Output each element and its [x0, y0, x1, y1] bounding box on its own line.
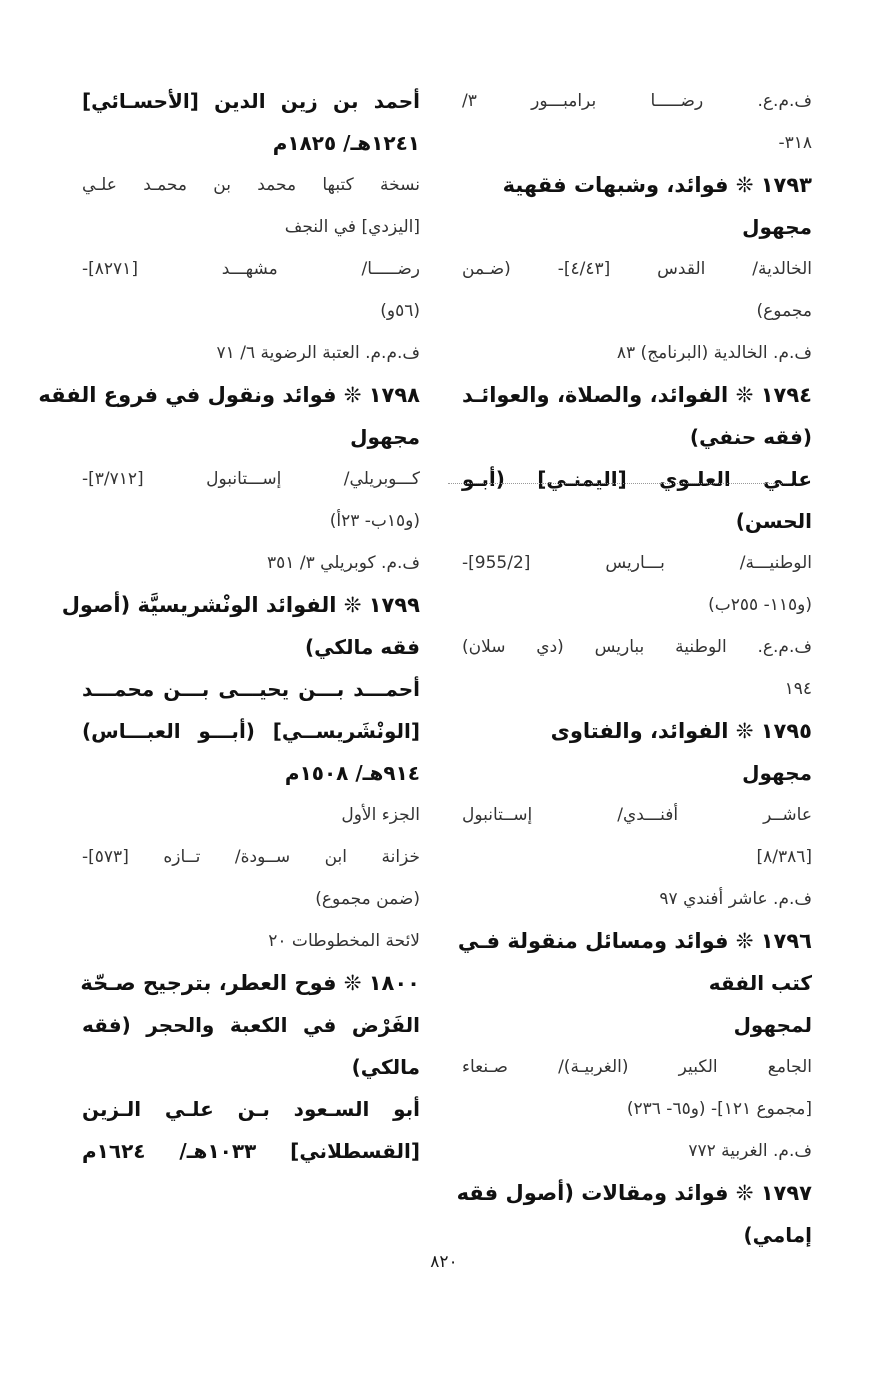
text-line: علـي العلـوي [اليمنـي] (أبـو [462, 467, 812, 491]
text-line: (٥٦و) [380, 301, 420, 321]
text-line: فقه مالكي) [305, 635, 420, 659]
text-line: عاشــر أفنـــدي/ إســتانبول [462, 805, 812, 825]
text-line: مجهول [350, 425, 420, 449]
text-line: ١٧٩٧ ❊ فوائد ومقالات (أصول فقه [456, 1181, 812, 1205]
text-line: ١٢٤١هـ/ ١٨٢٥م [272, 131, 420, 155]
text-line: [مجموع ١٢١]- (و٦٥- ٢٣٦) [626, 1099, 812, 1119]
text-line: (ضمن مجموع) [315, 889, 420, 909]
text-line: الحسن) [735, 509, 812, 533]
text-line: ف.م. عاشر أفندي ٩٧ [659, 889, 812, 909]
text-line: ف.م. الخالدية (البرنامج) ٨٣ [616, 343, 812, 363]
text-line: ١٩٤ [784, 679, 812, 699]
text-line: ١٧٩٩ ❊ الفوائد الونْشريسيَّة (أصول [61, 593, 420, 617]
text-line: ٩١٤هـ/ ١٥٠٨م [284, 761, 420, 785]
text-line: مجموع) [756, 301, 812, 321]
text-line: مالكي) [351, 1055, 420, 1079]
text-line: أبو السـعود بـن علـي الـزين [82, 1097, 420, 1121]
text-line: ف.م. كوبريلي ٣/ ٣٥١ [267, 553, 420, 573]
text-line: ١٨٠٠ ❊ فوح العطر، بترجيح صـحّة [80, 971, 420, 995]
text-line: أحمـــد بـــن يحيـــى بـــن محمـــد [82, 677, 420, 701]
text-line: ف.م.م. العتبة الرضوية ٦/ ٧١ [216, 343, 420, 363]
text-line: كتب الفقه [708, 971, 812, 995]
text-line: ١٧٩٨ ❊ فوائد ونقول في فروع الفقه [38, 383, 420, 407]
text-line: ف.م.ع. رضـــــا برامبـــور ٣/ [462, 91, 812, 111]
text-line: (و١٥ب- ٢٣أ) [329, 511, 420, 531]
text-line: الخالدية/ القدس [٤/٤٣]- (ضـمن [462, 259, 812, 279]
text-line: خزانة ابن ســودة/ تــازه [٥٧٣]- [82, 847, 420, 867]
text-line: الجزء الأول [341, 805, 420, 825]
text-line: مجهول [742, 761, 812, 785]
text-line: إمامي) [743, 1223, 812, 1247]
text-line: الوطنيـــة/ بـــاريس [955/2]- [462, 553, 812, 573]
dotted-divider [448, 483, 788, 484]
left-column [38, 80, 420, 1172]
text-line: (فقه حنفي) [689, 425, 812, 449]
text-line: [٨/٣٨٦] [756, 847, 812, 867]
text-line: أحمد بن زين الدين [الأحسـائي] [82, 89, 420, 113]
text-line: ١٧٩٣ ❊ فوائد، وشبهات فقهية [502, 173, 812, 197]
text-line: [اليزدي] في النجف [284, 217, 420, 237]
text-line: (و١١٥- ٢٥٥ب) [708, 595, 812, 615]
text-line: رضـــــا/ مشهـــد [٨٢٧١]- [82, 259, 420, 279]
text-line: ١٧٩٤ ❊ الفوائد، والصلاة، والعوائـد [462, 383, 812, 407]
text-line: ١٧٩٥ ❊ الفوائد، والفتاوى [550, 719, 812, 743]
text-line: مجهول [742, 215, 812, 239]
text-line: ٣١٨- [778, 133, 812, 153]
text-line: [الونْشَريســي] (أبـــو العبـــاس) [82, 719, 420, 743]
text-line: الجامع الكبير (الغربيـة)/ صـنعاء [462, 1057, 812, 1077]
text-line: كـــوبريلي/ إســـتانبول [٣/٧١٢]- [82, 469, 420, 489]
text-line: لمجهول [733, 1013, 812, 1037]
right-column [456, 80, 812, 1256]
text-line: [القسطلاني] ١٠٣٣هـ/ ١٦٢٤م [82, 1139, 420, 1163]
text-line: ف.م. الغربية ٧٧٢ [688, 1141, 812, 1161]
text-line: ف.م.ع. الوطنية بباريس (دي سلان) [462, 637, 812, 657]
text-line: لائحة المخطوطات ٢٠ [268, 931, 420, 951]
text-line: نسخة كتبها محمد بن محمـد علـي [82, 175, 420, 195]
text-line: ١٧٩٦ ❊ فوائد ومسائل منقولة فـي [457, 929, 812, 953]
page-number: ٨٢٠ [430, 1252, 458, 1272]
text-line: الفَرْض في الكعبة والحجر (فقه [82, 1013, 420, 1037]
